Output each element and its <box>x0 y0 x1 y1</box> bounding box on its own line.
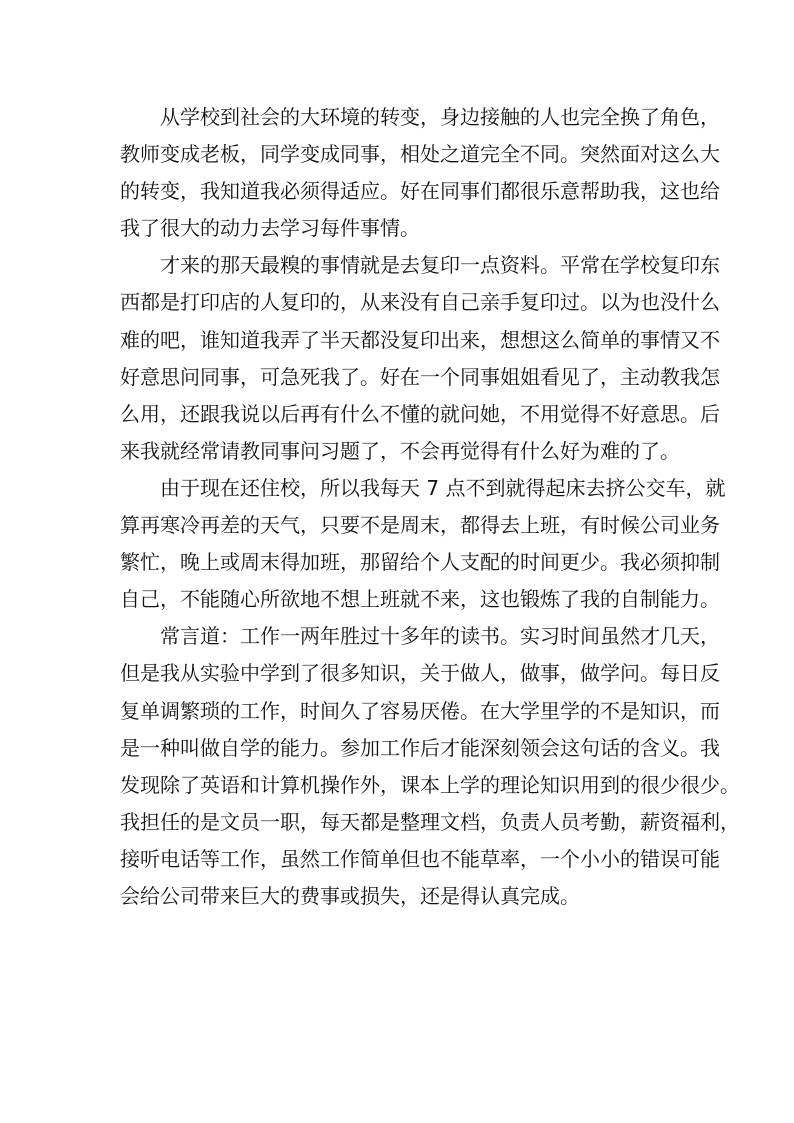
paragraph-2 <box>120 247 720 470</box>
paragraph-line: 教师变成老板，同学变成同事，相处之道完全不同。突然面对这么大 <box>120 142 720 167</box>
paragraph-1 <box>120 99 720 247</box>
paragraph-line: 繁忙，晚上或周末得加班，那留给个人支配的时间更少。我必须抑制 <box>120 550 720 575</box>
paragraph-line: 从学校到社会的大环境的转变，身边接触的人也完全换了角色， <box>160 105 720 129</box>
paragraph-line: 来我就经常请教同事问习题了，不会再觉得有什么好为难的了。 <box>120 438 680 463</box>
paragraph-line: 是一种叫做自学的能力。参加工作后才能深刻领会这句话的含义。我 <box>120 735 720 760</box>
paragraph-line: 西都是打印店的人复印的，从来没有自己亲手复印过。以为也没什么 <box>120 290 720 315</box>
paragraph-3 <box>120 470 726 618</box>
document-body <box>120 99 740 915</box>
paragraph-line: 才来的那天最糗的事情就是去复印一点资料。平常在学校复印东 <box>160 253 720 278</box>
paragraph-line: 的转变，我知道我必须得适应。好在同事们都很乐意帮助我，这也给 <box>120 179 720 204</box>
paragraph-line: 难的吧，谁知道我弄了半天都没复印出来，想想这么简单的事情又不 <box>120 327 720 352</box>
paragraph-4 <box>120 618 740 915</box>
paragraph-line: 么用，还跟我说以后再有什么不懂的就问她，不用觉得不好意思。后 <box>120 401 720 426</box>
paragraph-line: 我担任的是文员一职，每天都是整理文档，负责人员考勤，薪资福利， <box>120 809 740 834</box>
paragraph-line: 由于现在还住校，所以我每天 7 点不到就得起床去挤公交车，就 <box>160 475 726 500</box>
paragraph-line: 自己，不能随心所欲地不想上班就不来，这也锻炼了我的自制能力。 <box>120 587 720 612</box>
paragraph-line: 算再寒冷再差的天气，只要不是周末，都得去上班，有时候公司业务 <box>120 513 720 538</box>
paragraph-line: 常言道：工作一两年胜过十多年的读书。实习时间虽然才几天， <box>160 624 720 649</box>
paragraph-line: 接听电话等工作，虽然工作简单但也不能草率，一个小小的错误可能 <box>120 846 720 871</box>
paragraph-line: 发现除了英语和计算机操作外，课本上学的理论知识用到的很少很少。 <box>120 772 740 797</box>
paragraph-line: 会给公司带来巨大的费事或损失，还是得认真完成。 <box>120 883 580 908</box>
paragraph-line: 好意思问同事，可急死我了。好在一个同事姐姐看见了，主动教我怎 <box>120 364 720 389</box>
paragraph-line: 我了很大的动力去学习每件事情。 <box>120 216 420 241</box>
paragraph-line: 复单调繁琐的工作，时间久了容易厌倦。在大学里学的不是知识，而 <box>120 698 720 723</box>
paragraph-line: 但是我从实验中学到了很多知识，关于做人，做事，做学问。每日反 <box>120 661 720 686</box>
